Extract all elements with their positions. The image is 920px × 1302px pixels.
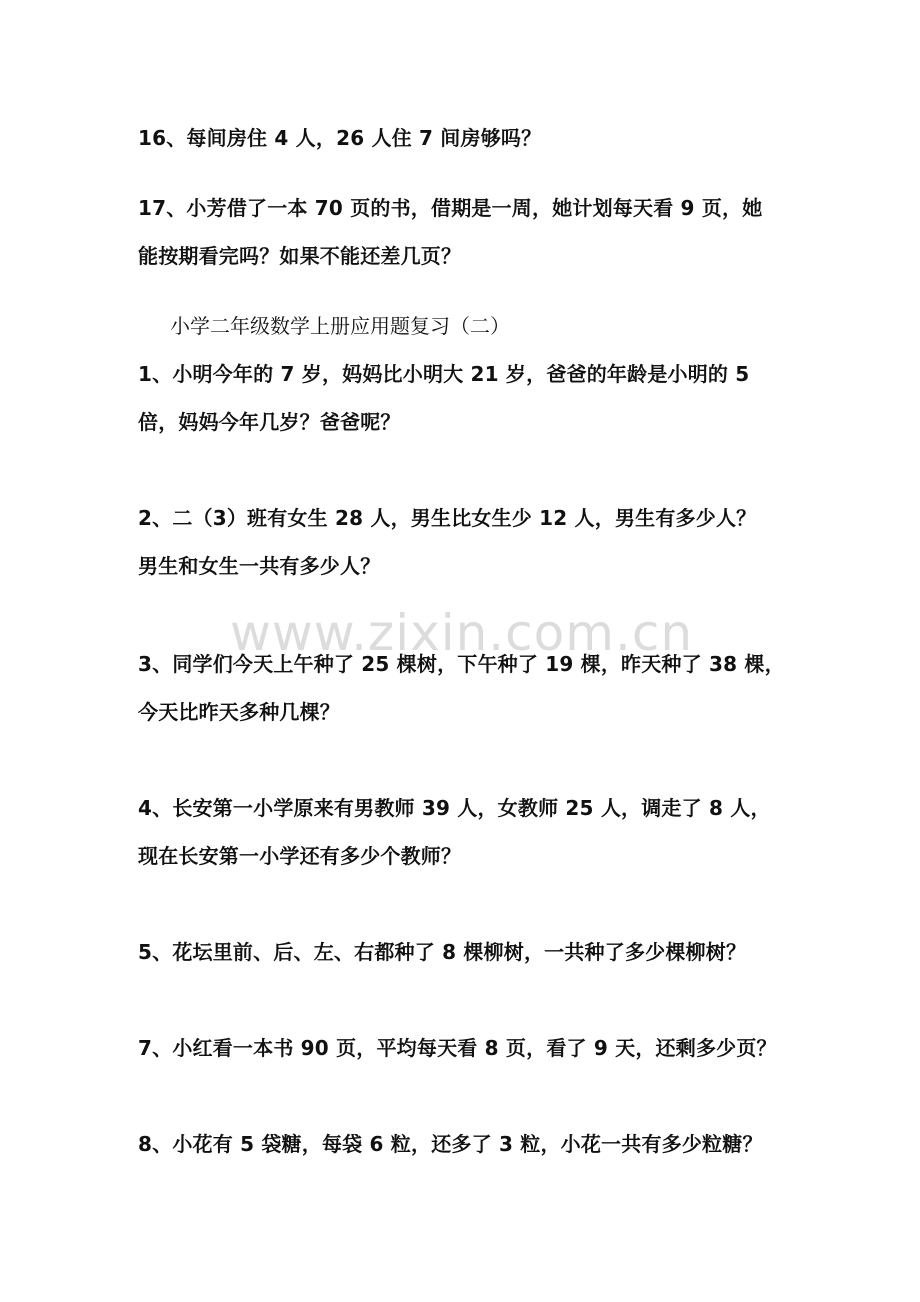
- question-1-line-1: 1、小明今年的 7 岁，妈妈比小明大 21 岁，爸爸的年龄是小明的 5: [138, 362, 750, 386]
- question-7: 7、小红看一本书 90 页，平均每天看 8 页，看了 9 天，还剩多少页？: [138, 1036, 777, 1060]
- question-2-line-1: 2、二（3）班有女生 28 人，男生比女生少 12 人，男生有多少人？: [138, 506, 757, 530]
- section-title: 小学二年级数学上册应用题复习（二）: [170, 314, 510, 338]
- question-4-line-1: 4、长安第一小学原来有男教师 39 人，女教师 25 人，调走了 8 人，: [138, 796, 771, 820]
- watermark: www.zixin.com.cn: [230, 604, 694, 662]
- question-17-line-2: 能按期看完吗？如果不能还差几页？: [138, 244, 462, 268]
- question-3-line-1: 3、同学们今天上午种了 25 棵树，下午种了 19 棵，昨天种了 38 棵，: [138, 652, 785, 676]
- question-2-line-2: 男生和女生一共有多少人？: [138, 554, 381, 578]
- question-1-line-2: 倍，妈妈今年几岁？爸爸呢？: [138, 410, 401, 434]
- question-3-line-2: 今天比昨天多种几棵？: [138, 700, 340, 724]
- question-4-line-2: 现在长安第一小学还有多少个教师？: [138, 844, 462, 868]
- question-17-line-1: 17、小芳借了一本 70 页的书，借期是一周，她计划每天看 9 页，她: [138, 196, 763, 220]
- question-8: 8、小花有 5 袋糖，每袋 6 粒，还多了 3 粒，小花一共有多少粒糖？: [138, 1132, 763, 1156]
- question-5: 5、花坛里前、后、左、右都种了 8 棵柳树，一共种了多少棵柳树？: [138, 940, 747, 964]
- question-16: 16、每间房住 4 人，26 人住 7 间房够吗？: [138, 126, 542, 150]
